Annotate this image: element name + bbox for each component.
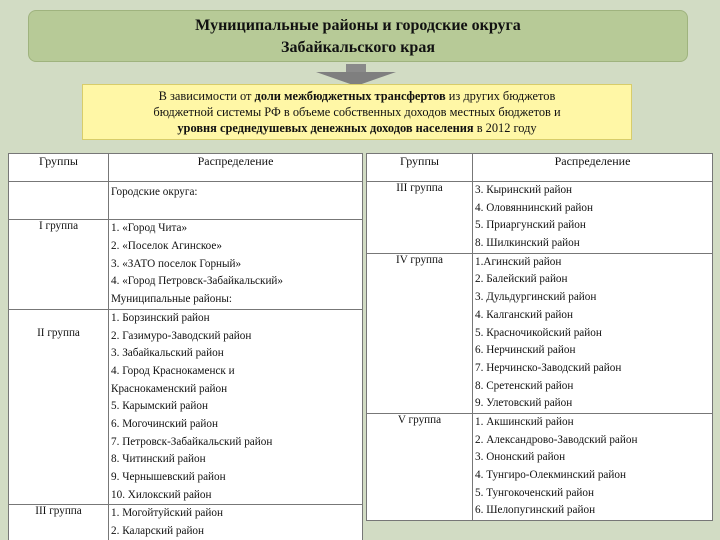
list-item: 6. Нерчинский район — [475, 344, 576, 357]
right-header-distribution: Распределение — [473, 154, 713, 182]
criteria-text: в 2012 году — [473, 121, 537, 135]
list-item: 8. Сретенский район — [475, 379, 574, 392]
list-item: 2. Каларский район — [111, 525, 205, 538]
section-urban-label: Городские округа: — [111, 186, 198, 198]
list-item: 4. Тунгиро-Олекминский район — [475, 469, 626, 481]
list-item: 8. Читинский район — [111, 453, 206, 466]
list-item: 7. Нерчинско-Заводский район — [475, 361, 622, 374]
criteria-line-1 — [83, 88, 631, 104]
criteria-bold: уровня среднедушевых денежных доходов населения — [177, 121, 474, 135]
arrow-down-icon — [316, 64, 396, 86]
criteria-text: В зависимости от — [158, 89, 255, 103]
list-item: 3. Ононский район — [475, 451, 566, 464]
group-3-list — [109, 505, 363, 540]
group-1-list — [109, 220, 363, 309]
group-3-label: III группа — [9, 505, 109, 540]
list-item: 1. Акшинский район — [475, 415, 574, 428]
list-item: 2. «Поселок Агинское» — [111, 240, 222, 253]
page-title — [28, 10, 688, 62]
list-item: 3. Кыринский район — [475, 184, 573, 196]
list-item: 6. Шелопугинский район — [475, 504, 596, 517]
list-item: 5. Тунгокоченский район — [475, 486, 594, 499]
criteria-text: из других бюджетов — [445, 89, 556, 103]
list-item: 1. «Город Чита» — [111, 222, 188, 235]
list-item: 4. Город Краснокаменск и — [111, 364, 235, 377]
group-5-list — [473, 413, 713, 520]
group-4-list — [473, 253, 713, 413]
section-urban — [109, 182, 363, 220]
list-item: 6. Могочинский район — [111, 417, 218, 430]
list-item: 10. Хилокский район — [111, 488, 212, 501]
group-2-list — [109, 309, 363, 505]
group-3r-list — [473, 182, 713, 254]
criteria-line-3 — [83, 120, 631, 136]
left-header-distribution: Распределение — [109, 154, 363, 182]
list-item: 7. Петровск-Забайкальский район — [111, 435, 273, 448]
list-item: 2. Газимуро-Заводский район — [111, 329, 252, 342]
list-item: 2. Балейский район — [475, 273, 568, 286]
list-item: 1.Агинский район — [475, 255, 562, 268]
list-item: 3. Дульдургинский район — [475, 291, 597, 304]
title-line-1: Муниципальные районы и городские округа — [195, 17, 521, 34]
criteria-note — [82, 84, 632, 140]
list-item: 2. Александрово-Заводский район — [475, 433, 638, 446]
section-municipal-label: Муниципальные районы: — [111, 293, 232, 306]
list-item: 4. «Город Петровск-Забайкальский» — [111, 275, 284, 288]
group-1-label: I группа — [9, 220, 109, 309]
criteria-bold: доли межбюджетных трансфертов — [254, 89, 446, 103]
group-2-label — [9, 309, 109, 505]
title-line-2: Забайкальского края — [281, 39, 435, 56]
list-item: 1. Могойтуйский район — [111, 507, 223, 520]
list-item: 3. Забайкальский район — [111, 347, 224, 360]
list-item: 9. Чернышевский район — [111, 471, 226, 483]
list-item: 4. Калганский район — [475, 308, 573, 321]
criteria-line-2: бюджетной системы РФ в объеме собственных доходов местных бюджетов и — [153, 105, 561, 119]
group-2-text: II группа — [37, 326, 80, 339]
list-item: 8. Шилкинский район — [475, 237, 580, 250]
empty-cell — [9, 182, 109, 220]
list-item: 9. Улетовский район — [475, 397, 573, 410]
list-item: 5. Приаргунский район — [475, 219, 586, 232]
group-3r-label: III группа — [367, 182, 473, 254]
group-5-label: V группа — [367, 413, 473, 520]
list-item: 1. Борзинский район — [111, 311, 210, 324]
left-header-groups: Группы — [9, 154, 109, 182]
group-4-label: IV группа — [367, 253, 473, 413]
right-table — [366, 153, 713, 521]
right-header-groups: Группы — [367, 154, 473, 182]
list-item: 5. Красночикойский район — [475, 326, 602, 339]
left-table — [8, 153, 363, 540]
list-item: 4. Оловяннинский район — [475, 201, 593, 214]
list-item: Краснокаменский район — [111, 382, 228, 395]
list-item: 5. Карымский район — [111, 400, 208, 413]
list-item: 3. «ЗАТО поселок Горный» — [111, 257, 242, 270]
